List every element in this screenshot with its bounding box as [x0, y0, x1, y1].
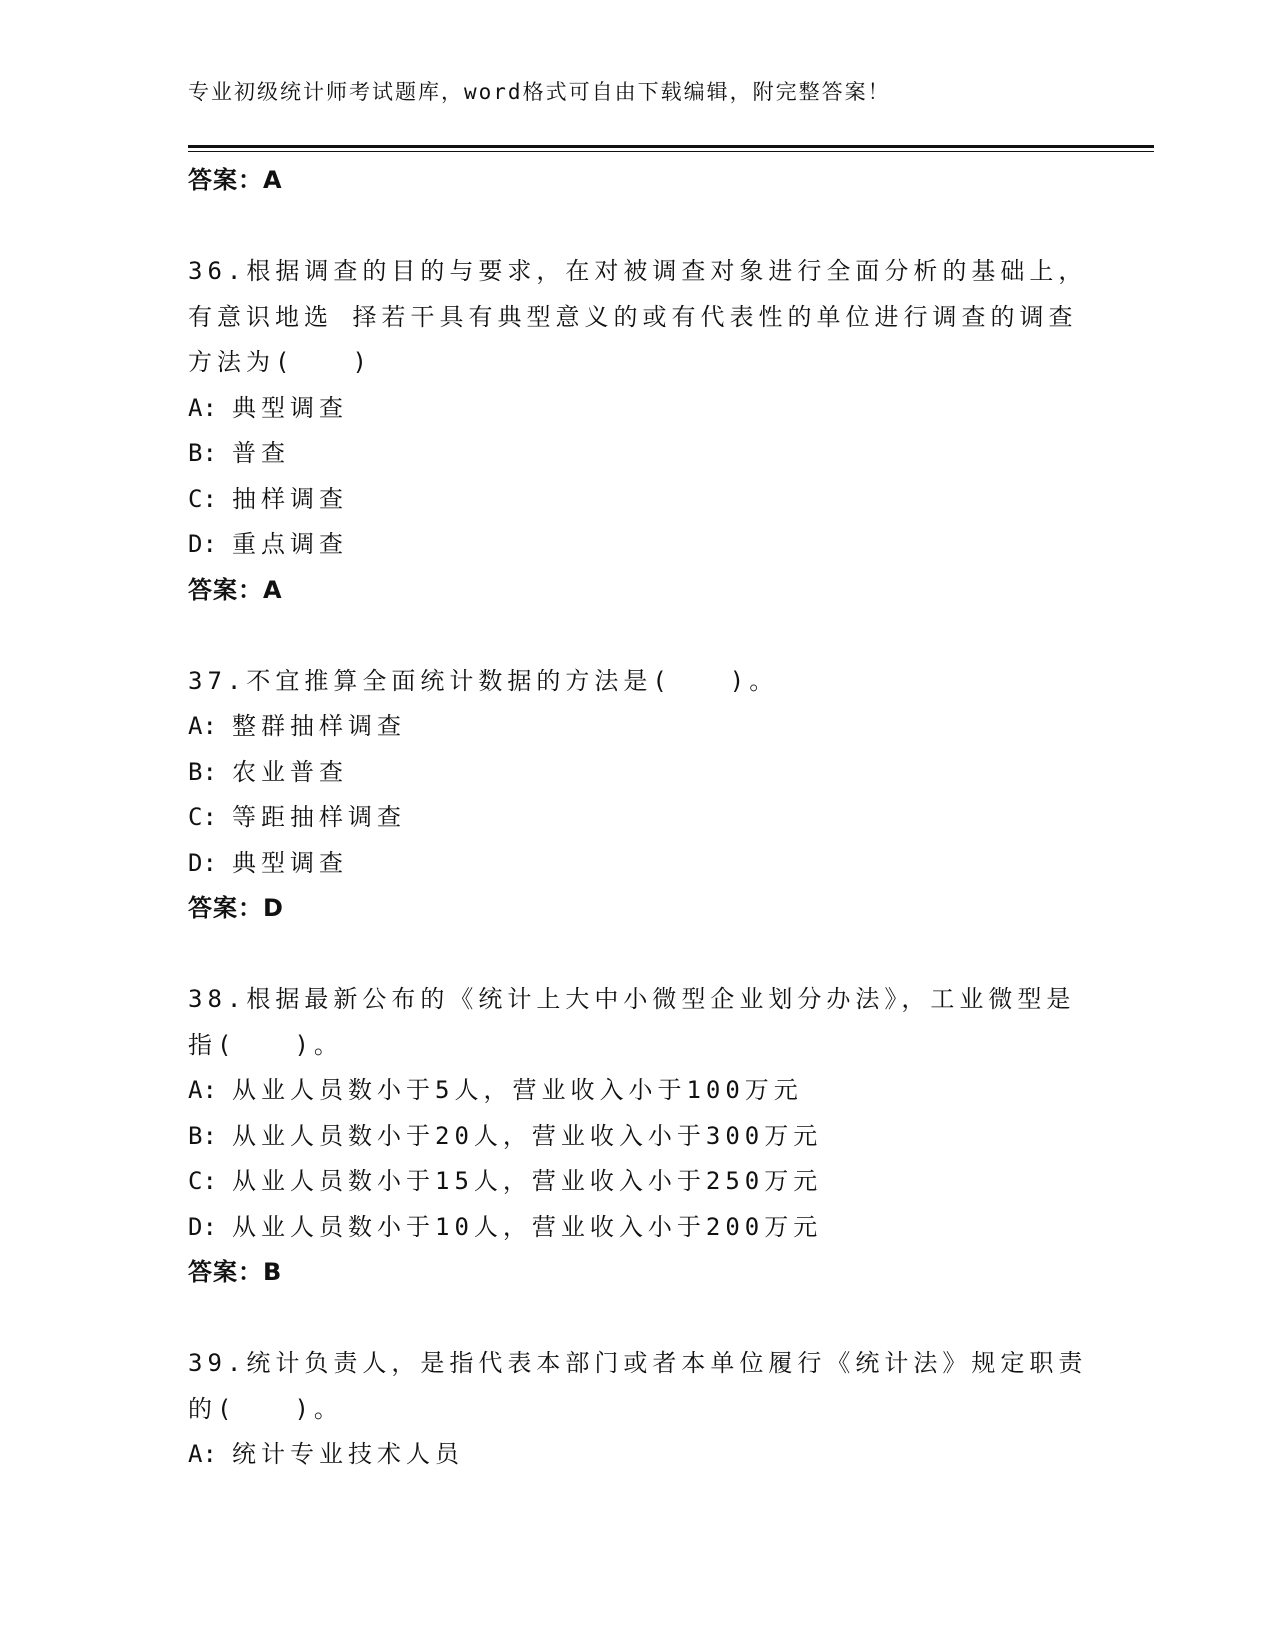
- option-b: [188, 431, 1088, 477]
- option-b: [188, 1114, 1088, 1160]
- option-text: 从业人员数小于20人，营业收入小于300万元: [232, 1121, 823, 1150]
- option-a: [188, 1068, 1088, 1114]
- option-label: C:: [188, 803, 217, 831]
- option-a: [188, 386, 1088, 432]
- option-label: A:: [188, 393, 217, 422]
- question-block: [188, 1341, 1088, 1478]
- option-c: [188, 477, 1088, 523]
- option-a: [188, 704, 1088, 750]
- option-text: 整群抽样调查: [232, 712, 406, 740]
- spacer: [188, 1296, 1088, 1342]
- question-text: 39.统计负责人，是指代表本部门或者本单位履行《统计法》规定职责: [188, 1349, 1088, 1377]
- option-text: 从业人员数小于5人，营业收入小于100万元: [232, 1076, 803, 1104]
- option-b: [188, 750, 1088, 796]
- question-list: [188, 158, 1088, 1478]
- answer-line: 答案：A: [188, 575, 283, 604]
- spacer: [188, 204, 1088, 250]
- spacer: [188, 613, 1088, 659]
- spacer: [188, 932, 1088, 978]
- option-text: 典型调查: [232, 848, 348, 877]
- option-d: [188, 1205, 1088, 1251]
- option-text: 重点调查: [232, 530, 348, 558]
- question-text: 37.不宜推算全面统计数据的方法是( )。: [188, 666, 779, 695]
- option-label: D:: [188, 1212, 217, 1241]
- option-label: B:: [188, 1121, 217, 1150]
- question-block: [188, 249, 1088, 613]
- option-c: [188, 795, 1088, 841]
- option-text: 普查: [232, 439, 290, 467]
- option-label: C:: [188, 1167, 217, 1195]
- option-text: 统计专业技术人员: [232, 1440, 464, 1468]
- question-block: [188, 659, 1088, 932]
- option-a: [188, 1432, 1088, 1478]
- question-text: 有意识地选 择若干具有典型意义的或有代表性的单位进行调查的调查: [188, 302, 1078, 331]
- header-rule-thick: [188, 145, 1154, 148]
- question-text: 38.根据最新公布的《统计上大中小微型企业划分办法》，工业微型是: [188, 985, 1076, 1013]
- option-c: [188, 1159, 1088, 1205]
- option-label: B:: [188, 439, 217, 467]
- question-text: 的( )。: [188, 1394, 343, 1423]
- header-rule-thin: [188, 151, 1154, 152]
- option-label: B:: [188, 757, 217, 786]
- option-label: A:: [188, 1076, 217, 1104]
- option-text: 抽样调查: [232, 484, 348, 513]
- answer-line: 答案：A: [188, 166, 283, 194]
- option-text: 农业普查: [232, 757, 348, 786]
- question-text: 方法为( ): [188, 348, 372, 376]
- page-header: 专业初级统计师考试题库，word格式可自由下载编辑，附完整答案！: [188, 80, 891, 104]
- option-label: D:: [188, 530, 217, 558]
- option-text: 从业人员数小于15人，营业收入小于250万元: [232, 1167, 823, 1195]
- option-label: D:: [188, 848, 217, 877]
- answer-line: 答案：B: [188, 1258, 283, 1286]
- option-text: 典型调查: [232, 393, 348, 422]
- question-text: 指( )。: [188, 1030, 343, 1059]
- answer-line: 答案：D: [188, 894, 284, 922]
- option-label: A:: [188, 1440, 217, 1468]
- option-text: 从业人员数小于10人，营业收入小于200万元: [232, 1212, 823, 1241]
- question-block: [188, 977, 1088, 1296]
- option-text: 等距抽样调查: [232, 803, 406, 831]
- option-label: A:: [188, 712, 217, 740]
- option-d: [188, 841, 1088, 887]
- option-d: [188, 522, 1088, 568]
- option-label: C:: [188, 484, 217, 513]
- question-text: 36.根据调查的目的与要求，在对被调查对象进行全面分析的基础上，: [188, 257, 1088, 285]
